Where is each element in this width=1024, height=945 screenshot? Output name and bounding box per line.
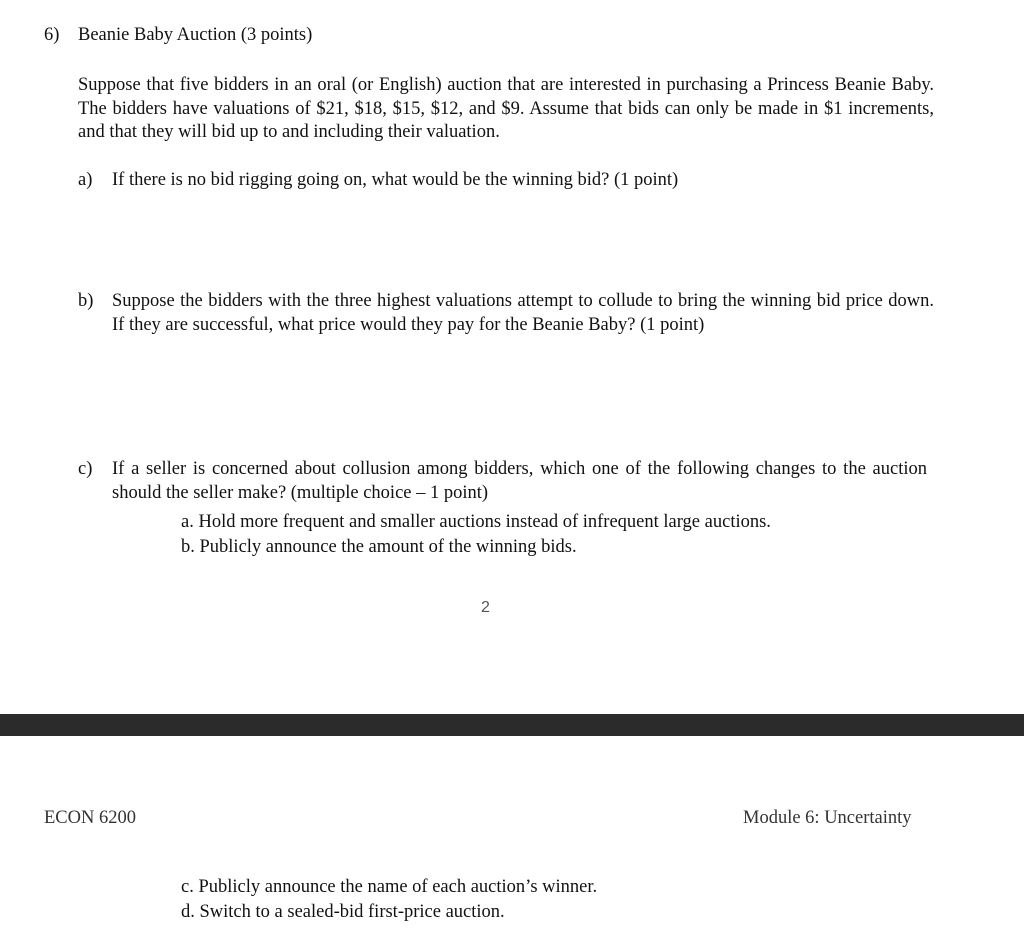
question-title: Beanie Baby Auction (3 points): [78, 25, 313, 45]
part-a-label: a): [78, 170, 93, 190]
question-number: 6): [44, 25, 60, 45]
page-separator: [0, 714, 1024, 736]
part-b-text: Suppose the bidders with the three highest valuations attempt to collude to bring the winning bid price down. If they are successful, what price would they pay for the Beanie Baby? (1 point): [112, 291, 934, 335]
header-right: Module 6: Uncertainty: [743, 808, 912, 828]
question-intro: Suppose that five bidders in an oral (or English) auction that are interested in purchasing a Princess Beanie Baby. The bidders have valuations of $21, $18, $15, $12, and $9. Assume that bids can only be made in $1 increments, and that they will bid up to and including their valuation.: [78, 75, 934, 142]
part-c-text: If a seller is concerned about collusion among bidders, which one of the following changes to the auction should the seller make? (multiple choice – 1 point): [112, 459, 927, 503]
page-2: [0, 736, 1024, 945]
choice-d: d. Switch to a sealed-bid first-price auction.: [181, 902, 505, 922]
choice-c: c. Publicly announce the name of each auction’s winner.: [181, 877, 598, 897]
choice-b: b. Publicly announce the amount of the winning bids.: [181, 537, 577, 557]
page-number: 2: [481, 599, 490, 616]
part-a-text: If there is no bid rigging going on, what would be the winning bid? (1 point): [112, 170, 679, 190]
part-c-label: c): [78, 459, 93, 479]
choice-a: a. Hold more frequent and smaller auctions instead of infrequent large auctions.: [181, 512, 771, 532]
part-b-label: b): [78, 291, 94, 311]
header-left: ECON 6200: [44, 808, 136, 828]
